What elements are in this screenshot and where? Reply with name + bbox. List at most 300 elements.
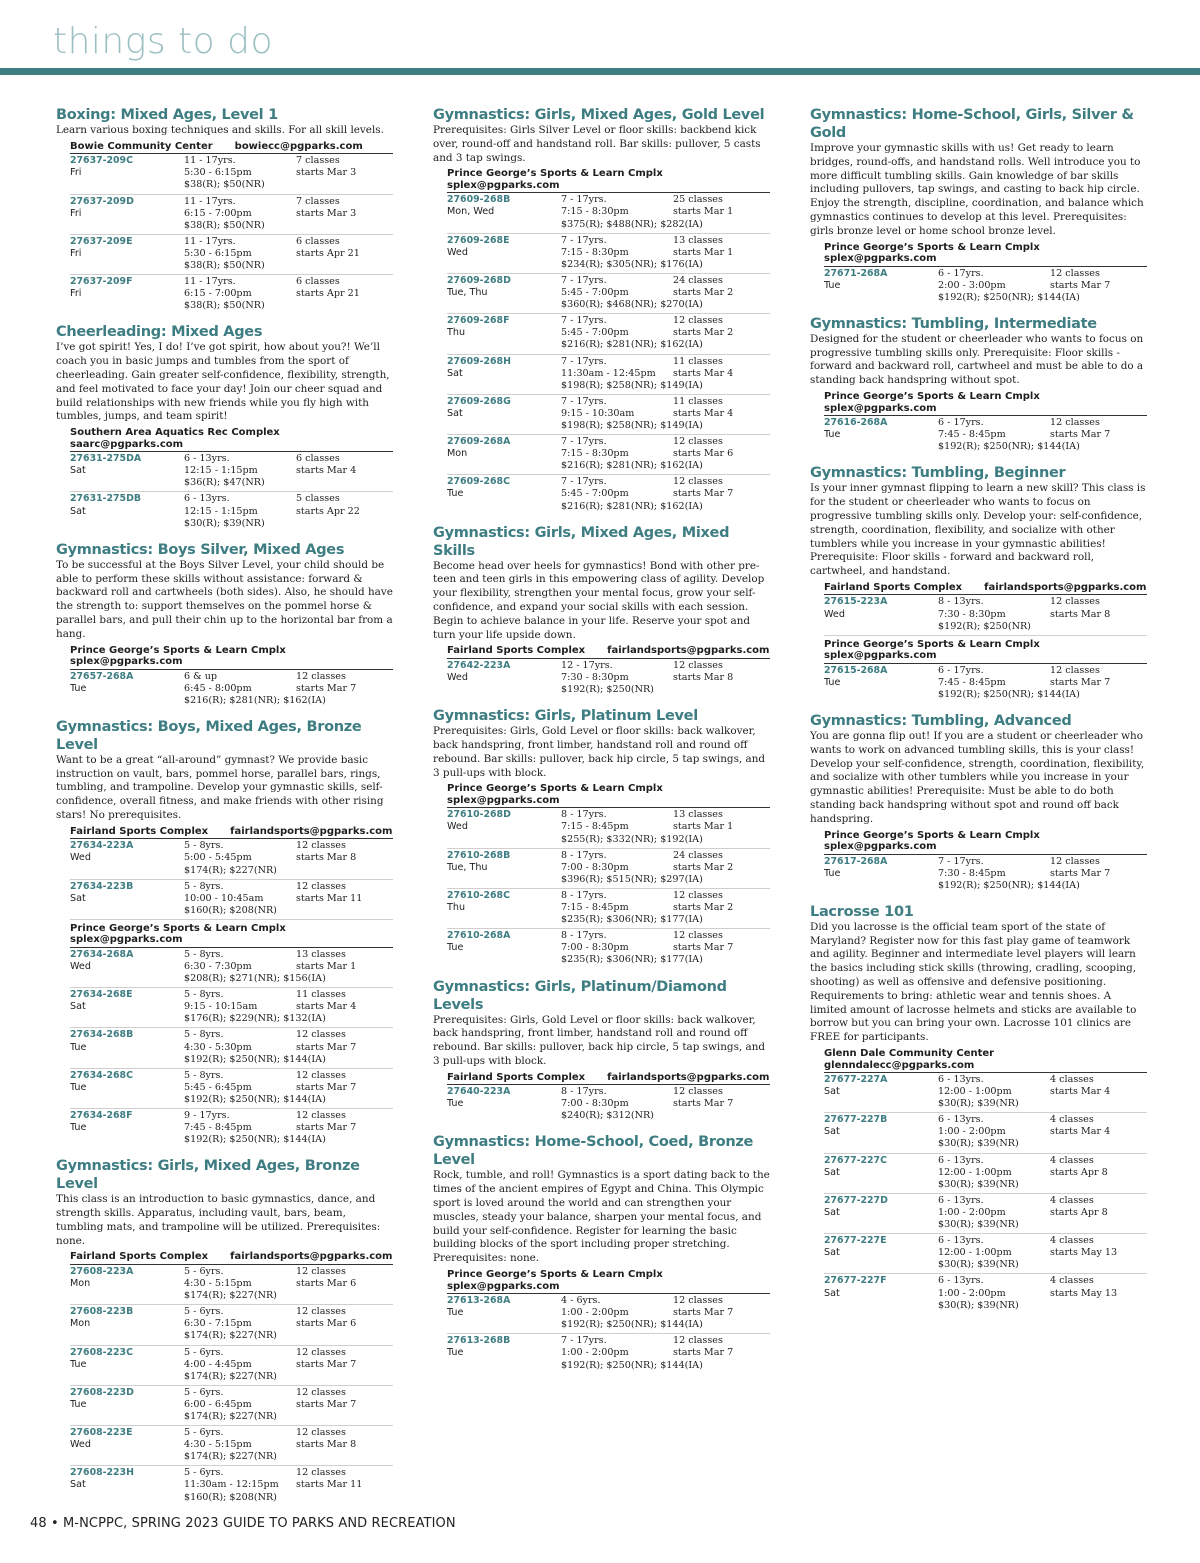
class-days: Tue <box>70 1358 87 1370</box>
location-email[interactable]: splex@pgparks.com <box>447 794 560 806</box>
class-age: 6 - 17yrs. <box>938 267 984 279</box>
class-count: 12 classes <box>1050 855 1100 867</box>
class-fee: $360(R); $468(NR); $270(IA) <box>561 299 703 311</box>
class-age: 5 - 8yrs. <box>184 948 224 960</box>
class-count: 4 classes <box>1050 1114 1094 1126</box>
course-description: I’ve got spirit! Yes, I do! I’ve got spirit, how about you?! We’ll coach you in basic jumps and tumbles from the sport of cheerleading. Gain greater self-confidence, flexibility, strength, and feel motivated to face your day! Join our cheer squad and build relationships with new friends while you fly high with tumbles, jumps, and team spirit! <box>56 341 390 423</box>
class-age: 8 - 17yrs. <box>561 849 607 861</box>
course-title: Gymnastics: Girls, Mixed Ages, Gold Level <box>433 107 765 123</box>
class-age: 5 - 8yrs. <box>184 1069 224 1081</box>
class-days: Tue <box>824 429 841 441</box>
class-code[interactable]: 27608-223E <box>70 1427 133 1439</box>
class-code[interactable]: 27608-223A <box>70 1265 134 1277</box>
class-count: 5 classes <box>296 493 340 505</box>
class-row <box>824 595 1147 635</box>
class-row <box>70 1109 393 1148</box>
class-code[interactable]: 27631-275DB <box>70 493 142 505</box>
class-code[interactable]: 27608-223C <box>70 1346 133 1358</box>
class-count: 12 classes <box>673 315 723 327</box>
location-email[interactable]: splex@pgparks.com <box>824 253 937 265</box>
class-count: 12 classes <box>673 436 723 448</box>
location-name: Prince George’s Sports & Learn Cmplx <box>824 391 1040 403</box>
class-code[interactable]: 27677-227A <box>824 1074 888 1085</box>
class-time: 1:00 - 2:00pm <box>938 1126 1006 1138</box>
class-code[interactable]: 27615-223A <box>824 596 888 608</box>
class-fee: $255(R); $332(NR); $192(IA) <box>561 833 703 845</box>
class-fee: $38(R); $50(NR) <box>184 260 265 272</box>
class-fee: $198(R); $258(NR); $149(IA) <box>561 419 703 431</box>
class-count: 12 classes <box>673 930 723 942</box>
course-title: Gymnastics: Girls, Platinum Level <box>433 708 698 725</box>
course-section <box>810 106 1147 306</box>
class-days: Sat <box>824 1206 840 1218</box>
class-time: 11:30am - 12:45pm <box>561 367 656 379</box>
class-fee: $30(R); $39(NR) <box>938 1138 1019 1150</box>
class-fee: $192(R); $250(NR); $144(IA) <box>938 879 1080 891</box>
class-start-date: starts Mar 6 <box>296 1278 357 1290</box>
class-code[interactable]: 27609-268D <box>447 274 511 286</box>
class-code[interactable]: 27637-209C <box>70 155 133 167</box>
class-time: 10:00 - 10:45am <box>184 892 264 904</box>
class-time: 7:45 - 8:45pm <box>184 1122 252 1134</box>
class-start-date: starts Mar 7 <box>673 1098 734 1110</box>
class-row <box>447 849 770 889</box>
class-start-date: starts May 13 <box>1050 1287 1118 1299</box>
class-age: 7 - 17yrs. <box>561 436 607 448</box>
course-section <box>433 707 770 968</box>
class-code[interactable]: 27609-268H <box>447 355 511 367</box>
class-row <box>824 1154 1147 1194</box>
class-age: 5 - 6yrs. <box>184 1467 224 1479</box>
class-count: 12 classes <box>1050 417 1100 429</box>
class-code[interactable]: 27677-227E <box>824 1235 887 1247</box>
class-start-date: starts Mar 8 <box>296 852 357 864</box>
location-email[interactable]: splex@pgparks.com <box>70 656 183 668</box>
class-code[interactable]: 27657-268A <box>70 670 134 682</box>
class-time: 7:45 - 8:45pm <box>938 429 1006 441</box>
class-age: 8 - 17yrs. <box>561 809 607 821</box>
class-count: 12 classes <box>673 659 723 671</box>
class-count: 4 classes <box>1050 1235 1094 1247</box>
class-code[interactable]: 27634-268C <box>70 1069 133 1081</box>
class-code[interactable]: 27608-223B <box>70 1306 134 1318</box>
class-count: 12 classes <box>296 1306 346 1318</box>
class-fee: $192(R); $250(NR); $144(IA) <box>184 1053 326 1065</box>
class-days: Mon, Wed <box>447 206 495 218</box>
class-start-date: starts Mar 7 <box>673 1347 734 1359</box>
class-time: 4:30 - 5:15pm <box>184 1278 252 1290</box>
class-fee: $192(R); $250(NR); $144(IA) <box>938 688 1080 700</box>
class-time: 5:45 - 7:00pm <box>561 287 629 299</box>
class-row <box>70 670 393 709</box>
class-code[interactable]: 27613-268A <box>447 1295 511 1307</box>
class-fee: $216(R); $281(NR); $162(IA) <box>561 339 703 351</box>
class-code[interactable]: 27677-227F <box>824 1275 887 1287</box>
course-title: Gymnastics: Boys Silver, Mixed Ages <box>56 541 345 558</box>
class-start-date: starts Mar 7 <box>673 1307 734 1319</box>
header-rule <box>0 68 1200 75</box>
class-days: Sat <box>70 505 86 517</box>
class-time: 12:15 - 1:15pm <box>184 505 258 517</box>
class-code[interactable]: 27637-209D <box>70 195 134 207</box>
class-code[interactable]: 27617-268A <box>824 855 888 867</box>
class-age: 7 - 17yrs. <box>561 355 607 367</box>
class-row <box>824 1194 1147 1234</box>
class-time: 4:30 - 5:30pm <box>184 1041 252 1053</box>
location-header <box>824 828 1147 855</box>
class-row <box>824 664 1147 703</box>
class-age: 6 - 17yrs. <box>938 417 984 429</box>
location-email[interactable]: splex@pgparks.com <box>824 841 937 853</box>
class-fee: $30(R); $39(NR) <box>938 1178 1019 1190</box>
class-row <box>70 880 393 920</box>
class-code[interactable]: 27631-275DA <box>70 453 142 465</box>
location-header <box>824 637 1147 664</box>
class-time: 7:15 - 8:30pm <box>561 448 629 460</box>
class-count: 12 classes <box>1050 596 1100 608</box>
class-fee: $192(R); $250(NR); $144(IA) <box>561 1319 703 1331</box>
class-code[interactable]: 27609-268B <box>447 194 511 206</box>
class-code[interactable]: 27637-209F <box>70 276 133 288</box>
course-description: Become head over heels for gymnastics! Bond with other pre-teen and teen girls in this empowering class of agility. Develop your flexibility, strengthen your mental focus, grow your self-confidence, and expand your social skills with each session. Begin to achieve balance in your life. Reserve your spot and turn your life upside down. <box>433 559 765 641</box>
location-email[interactable]: saarc@pgparks.com <box>70 438 184 450</box>
course-section <box>433 1133 770 1373</box>
class-time: 6:15 - 7:00pm <box>184 207 252 219</box>
class-row <box>70 1466 393 1505</box>
location-name: Prince George’s Sports & Learn Cmplx <box>824 241 1040 253</box>
class-code[interactable]: 27609-268G <box>447 395 511 407</box>
class-row <box>70 1346 393 1386</box>
class-age: 9 - 17yrs. <box>184 1110 230 1121</box>
class-time: 7:15 - 8:45pm <box>561 902 629 914</box>
class-code[interactable]: 27609-268C <box>447 476 510 488</box>
column-2 <box>433 106 770 1383</box>
class-age: 7 - 17yrs. <box>561 476 607 488</box>
course-title: Gymnastics: Tumbling, Intermediate <box>810 315 1097 332</box>
class-fee: $198(R); $258(NR); $149(IA) <box>561 379 703 391</box>
class-code[interactable]: 27634-223B <box>70 880 134 892</box>
class-days: Tue, Thu <box>447 287 488 299</box>
course-description: You are gonna flip out! If you are a student or cheerleader who wants to work on advanced tumbling skills, this is your class! Develop your self-confidence, strength, coordination, flexibility, and socialize with other tumblers while you increase in your gymnastic abilities! Prerequisite: Must be able to do both standing back handspring without spot and round off back handspring. <box>810 729 1145 825</box>
class-fee: $38(R); $50(NR) <box>184 219 265 231</box>
class-start-date: starts Mar 7 <box>673 942 734 954</box>
class-time: 5:45 - 7:00pm <box>561 488 629 500</box>
class-start-date: starts Mar 7 <box>1050 429 1111 441</box>
class-start-date: starts May 13 <box>1050 1247 1118 1259</box>
course-description: Prerequisites: Girls, Gold Level or floor skills: back walkover, back handspring, front limber, handstand roll and round off rebound. Bar skills: pullover, back hip circle, 5 tap swings, and 3 pull-ups with block. <box>433 725 766 779</box>
class-row <box>70 235 393 275</box>
class-row <box>70 1426 393 1466</box>
class-code[interactable]: 27634-223A <box>70 840 134 852</box>
class-fee: $174(R); $227(NR) <box>184 1411 277 1422</box>
location-header <box>824 389 1147 416</box>
class-fee: $174(R); $227(NR) <box>184 1330 277 1342</box>
class-count: 12 classes <box>296 1386 346 1398</box>
class-code[interactable]: 27671-268A <box>824 267 888 279</box>
class-start-date: starts Mar 1 <box>673 246 734 258</box>
class-code[interactable]: 27610-268D <box>447 809 511 821</box>
class-code[interactable]: 27609-268F <box>447 315 510 327</box>
class-fee: $160(R); $208(NR) <box>184 1491 277 1503</box>
class-days: Tue, Thu <box>447 861 488 873</box>
class-age: 7 - 17yrs. <box>561 194 607 206</box>
page-footer: 48 • M-NCPPC, SPRING 2023 GUIDE TO PARKS AND RECREATION <box>30 1516 456 1531</box>
class-time: 6:00 - 6:45pm <box>184 1398 252 1410</box>
course-section <box>56 323 393 531</box>
class-days: Mon <box>70 1278 91 1290</box>
class-row <box>447 1294 770 1334</box>
location-email[interactable]: fairlandsports@pgparks.com <box>230 825 393 837</box>
class-time: 5:30 - 6:15pm <box>184 167 252 179</box>
class-start-date: starts Mar 3 <box>296 207 357 219</box>
class-fee: $234(R); $305(NR); $176(IA) <box>561 258 703 270</box>
class-start-date: starts Apr 21 <box>296 288 360 300</box>
class-fee: $38(R); $50(NR) <box>184 179 265 191</box>
class-code[interactable]: 27609-268E <box>447 234 510 246</box>
class-days: Wed <box>447 821 468 833</box>
class-fee: $30(R); $39(NR) <box>184 517 265 529</box>
class-time: 7:00 - 8:30pm <box>561 861 629 873</box>
location-email[interactable]: splex@pgparks.com <box>447 1280 560 1292</box>
class-code[interactable]: 27634-268B <box>70 1029 134 1041</box>
class-time: 6:45 - 8:00pm <box>184 682 252 694</box>
location-name: Fairland Sports Complex <box>70 1251 209 1263</box>
location-header <box>70 643 393 670</box>
location-email[interactable]: bowiecc@pgparks.com <box>234 140 363 152</box>
class-age: 5 - 8yrs. <box>184 880 224 892</box>
class-days: Tue <box>824 279 841 291</box>
class-code[interactable]: 27640-223A <box>447 1086 511 1098</box>
class-fee: $174(R); $227(NR) <box>184 864 277 876</box>
class-count: 12 classes <box>673 889 723 901</box>
class-age: 8 - 17yrs. <box>561 1086 607 1098</box>
course-section <box>433 524 770 699</box>
course-title: Lacrosse 101 <box>810 903 914 920</box>
class-fee: $192(R); $250(NR); $144(IA) <box>184 1134 326 1146</box>
class-age: 5 - 8yrs. <box>184 989 224 1001</box>
class-count: 4 classes <box>1050 1275 1094 1287</box>
course-description: Is your inner gymnast flipping to learn a new skill? This class is for the student or cheerleader who wants to focus on progressive tumbling skills only. Develop your: self-confidence, strength, coordination, flexibility, and socialize with other tumblers while you increase in your gymnastic abilities! Prerequisite: Floor skills - forward and backward roll, cartwheel, and handstand. <box>810 482 1146 578</box>
class-age: 5 - 6yrs. <box>184 1306 224 1318</box>
course-description: To be successful at the Boys Silver Level, your child should be able to perform these skills without assistance: forward & backward roll and cartwheels (both sides). Also, he should have the strength to: support themselves on the pommel horse & parallel bars, and pull their chin up to the horizontal bar from a hang. <box>56 558 393 640</box>
location-header <box>70 1249 393 1265</box>
class-time: 7:30 - 8:30pm <box>938 608 1006 620</box>
class-time: 7:15 - 8:30pm <box>561 206 629 218</box>
class-fee: $30(R); $39(NR) <box>938 1098 1019 1110</box>
class-code[interactable]: 27642-223A <box>447 659 511 671</box>
class-fee: $192(R); $250(NR); $144(IA) <box>938 441 1080 453</box>
location-name: Fairland Sports Complex <box>447 645 586 657</box>
class-time: 1:00 - 2:00pm <box>561 1347 629 1359</box>
class-start-date: starts Mar 6 <box>673 448 734 460</box>
class-row <box>70 948 393 988</box>
class-start-date: starts Mar 2 <box>673 902 734 914</box>
class-count: 4 classes <box>1050 1154 1094 1166</box>
location-email[interactable]: splex@pgparks.com <box>824 402 937 414</box>
location-email[interactable]: fairlandsports@pgparks.com <box>607 645 770 657</box>
location-name: Southern Area Aquatics Rec Complex <box>70 427 280 439</box>
location-name: Prince George’s Sports & Learn Cmplx <box>70 644 286 656</box>
class-time: 7:15 - 8:45pm <box>561 821 629 833</box>
class-count: 7 classes <box>296 195 340 207</box>
class-start-date: starts Mar 7 <box>1050 676 1111 688</box>
class-time: 7:00 - 8:30pm <box>561 1098 629 1110</box>
class-code[interactable]: 27610-268C <box>447 889 510 901</box>
location-email[interactable]: splex@pgparks.com <box>824 650 937 662</box>
class-time: 7:15 - 8:30pm <box>561 246 629 258</box>
class-count: 12 classes <box>296 1265 346 1277</box>
location-header <box>70 921 393 948</box>
class-days: Tue <box>447 488 464 500</box>
class-fee: $176(R); $229(NR); $132(IA) <box>184 1013 326 1025</box>
class-start-date: starts Mar 8 <box>1050 608 1111 620</box>
class-code[interactable]: 27634-268E <box>70 989 133 1001</box>
class-age: 5 - 6yrs. <box>184 1346 224 1358</box>
class-start-date: starts Mar 1 <box>673 821 734 833</box>
class-start-date: starts Apr 22 <box>296 505 360 517</box>
class-code[interactable]: 27609-268A <box>447 436 511 448</box>
class-days: Tue <box>70 1398 87 1410</box>
class-fee: $216(R); $281(NR); $162(IA) <box>184 694 326 706</box>
class-count: 13 classes <box>296 948 346 960</box>
class-code[interactable]: 27677-227D <box>824 1194 888 1206</box>
column-3 <box>810 106 1147 1323</box>
class-code[interactable]: 27634-268A <box>70 948 134 960</box>
class-fee: $174(R); $227(NR) <box>184 1451 277 1463</box>
class-time: 4:30 - 5:15pm <box>184 1439 252 1451</box>
class-count: 11 classes <box>673 355 723 367</box>
class-row <box>447 475 770 514</box>
class-time: 6:30 - 7:15pm <box>184 1318 252 1330</box>
class-row <box>70 1265 393 1305</box>
class-days: Fri <box>70 247 82 259</box>
class-code[interactable]: 27677-227B <box>824 1114 888 1126</box>
class-start-date: starts Mar 4 <box>1050 1086 1111 1098</box>
class-code[interactable]: 27677-227C <box>824 1154 887 1166</box>
course-description: Prerequisites: Girls, Gold Level or floor skills: back walkover, back handspring, front limber, handstand roll and round off rebound. Bar skills: pullover, back hip circle, 5 tap swings, and 3 pull-ups with block. <box>433 1013 766 1067</box>
class-code[interactable]: 27615-268A <box>824 664 888 676</box>
class-start-date: starts Mar 7 <box>296 1081 357 1093</box>
course-title: Gymnastics: Home-School, Coed, Bronze Level <box>433 1134 754 1169</box>
class-code[interactable]: 27608-223D <box>70 1386 134 1398</box>
class-days: Thu <box>447 902 466 914</box>
class-age: 7 - 17yrs. <box>938 855 984 867</box>
location-name: Prince George’s Sports & Learn Cmplx <box>447 783 663 795</box>
class-age: 11 - 17yrs. <box>184 155 236 167</box>
class-start-date: starts Mar 7 <box>1050 279 1111 291</box>
class-count: 12 classes <box>296 1029 346 1041</box>
class-start-date: starts Mar 4 <box>673 367 734 379</box>
page-title: things to do <box>53 21 274 62</box>
class-count: 6 classes <box>296 235 340 247</box>
class-days: Mon <box>70 1318 91 1330</box>
location-name: Fairland Sports Complex <box>70 825 209 837</box>
class-count: 4 classes <box>1050 1074 1094 1085</box>
class-age: 11 - 17yrs. <box>184 195 236 207</box>
class-days: Sat <box>70 892 86 904</box>
course-title: Gymnastics: Girls, Platinum/Diamond Levels <box>433 978 727 1013</box>
class-days: Tue <box>824 867 841 879</box>
class-time: 5:00 - 5:45pm <box>184 852 252 864</box>
location-header <box>70 425 393 452</box>
class-age: 5 - 8yrs. <box>184 840 224 852</box>
class-fee: $30(R); $39(NR) <box>938 1259 1019 1271</box>
class-count: 12 classes <box>296 1346 346 1358</box>
location-email[interactable]: glenndalecc@pgparks.com <box>824 1059 975 1071</box>
class-start-date: starts Mar 7 <box>1050 867 1111 879</box>
class-code[interactable]: 27637-209E <box>70 235 133 247</box>
class-row <box>70 275 393 314</box>
class-days: Tue <box>824 676 841 688</box>
class-code[interactable]: 27610-268A <box>447 930 511 942</box>
class-count: 7 classes <box>296 155 340 167</box>
class-start-date: starts Mar 2 <box>673 861 734 873</box>
class-days: Wed <box>70 960 91 972</box>
class-start-date: starts Mar 7 <box>673 488 734 500</box>
course-section <box>56 541 393 709</box>
location-email[interactable]: fairlandsports@pgparks.com <box>230 1251 393 1263</box>
class-start-date: starts Mar 1 <box>673 206 734 218</box>
course-title: Boxing: Mixed Ages, Level 1 <box>56 107 278 123</box>
location-name: Prince George’s Sports & Learn Cmplx <box>447 1269 663 1281</box>
location-email[interactable]: splex@pgparks.com <box>447 179 560 191</box>
class-row <box>824 1113 1147 1153</box>
class-row <box>447 889 770 929</box>
course-title: Gymnastics: Girls, Mixed Ages, Bronze Level <box>56 1158 360 1193</box>
class-start-date: starts Mar 7 <box>296 1398 357 1410</box>
course-description: Did you lacrosse is the official team sport of the state of Maryland? Register now for this fast play game of teamwork and agility. Beginner and intermediate level players will learn the basics including stick skills (throwing, cradling, scooping, shooting) as well as offensive and defensive positioning. Requirements to bring: athletic wear and tennis shoes. A limited amount of lacrosse helmets and sticks are available to borrow but you can bring your own. Lacrosse 101 clinics are FREE for participants. <box>810 920 1137 1044</box>
class-days: Wed <box>70 852 91 864</box>
class-fee: $235(R); $306(NR); $177(IA) <box>561 954 703 966</box>
class-code[interactable]: 27613-268B <box>447 1335 511 1347</box>
class-age: 6 - 13yrs. <box>938 1194 984 1206</box>
class-count: 12 classes <box>673 476 723 488</box>
course-section <box>810 903 1147 1314</box>
class-count: 12 classes <box>296 670 346 682</box>
class-code[interactable]: 27616-268A <box>824 417 888 429</box>
class-age: 12 - 17yrs. <box>561 659 613 671</box>
class-start-date: starts Mar 4 <box>1050 1126 1111 1138</box>
class-start-date: starts Mar 6 <box>296 1318 357 1330</box>
location-email[interactable]: fairlandsports@pgparks.com <box>984 581 1147 593</box>
location-email[interactable]: splex@pgparks.com <box>70 934 183 946</box>
location-email[interactable]: fairlandsports@pgparks.com <box>607 1071 770 1083</box>
class-code[interactable]: 27610-268B <box>447 849 511 861</box>
class-time: 6:30 - 7:30pm <box>184 960 252 972</box>
class-age: 5 - 6yrs. <box>184 1265 224 1277</box>
class-time: 1:00 - 2:00pm <box>561 1307 629 1319</box>
class-count: 12 classes <box>296 1110 346 1121</box>
class-fee: $30(R); $39(NR) <box>938 1299 1019 1311</box>
class-age: 8 - 13yrs. <box>938 596 984 608</box>
location-name: Fairland Sports Complex <box>824 581 963 593</box>
class-row <box>447 659 770 698</box>
class-code[interactable]: 27608-223H <box>70 1467 134 1479</box>
class-count: 12 classes <box>296 1467 346 1479</box>
class-days: Tue <box>447 1098 464 1110</box>
class-age: 8 - 17yrs. <box>561 889 607 901</box>
class-count: 4 classes <box>1050 1194 1094 1206</box>
class-code[interactable]: 27634-268F <box>70 1110 133 1121</box>
class-start-date: starts Mar 2 <box>673 287 734 299</box>
class-row <box>447 314 770 354</box>
class-time: 5:30 - 6:15pm <box>184 247 252 259</box>
class-count: 13 classes <box>673 809 723 821</box>
class-fee: $216(R); $281(NR); $162(IA) <box>561 500 703 512</box>
class-time: 4:00 - 4:45pm <box>184 1358 252 1370</box>
class-time: 1:00 - 2:00pm <box>938 1206 1006 1218</box>
course-description: Learn various boxing techniques and skills. For all skill levels. <box>56 124 384 136</box>
